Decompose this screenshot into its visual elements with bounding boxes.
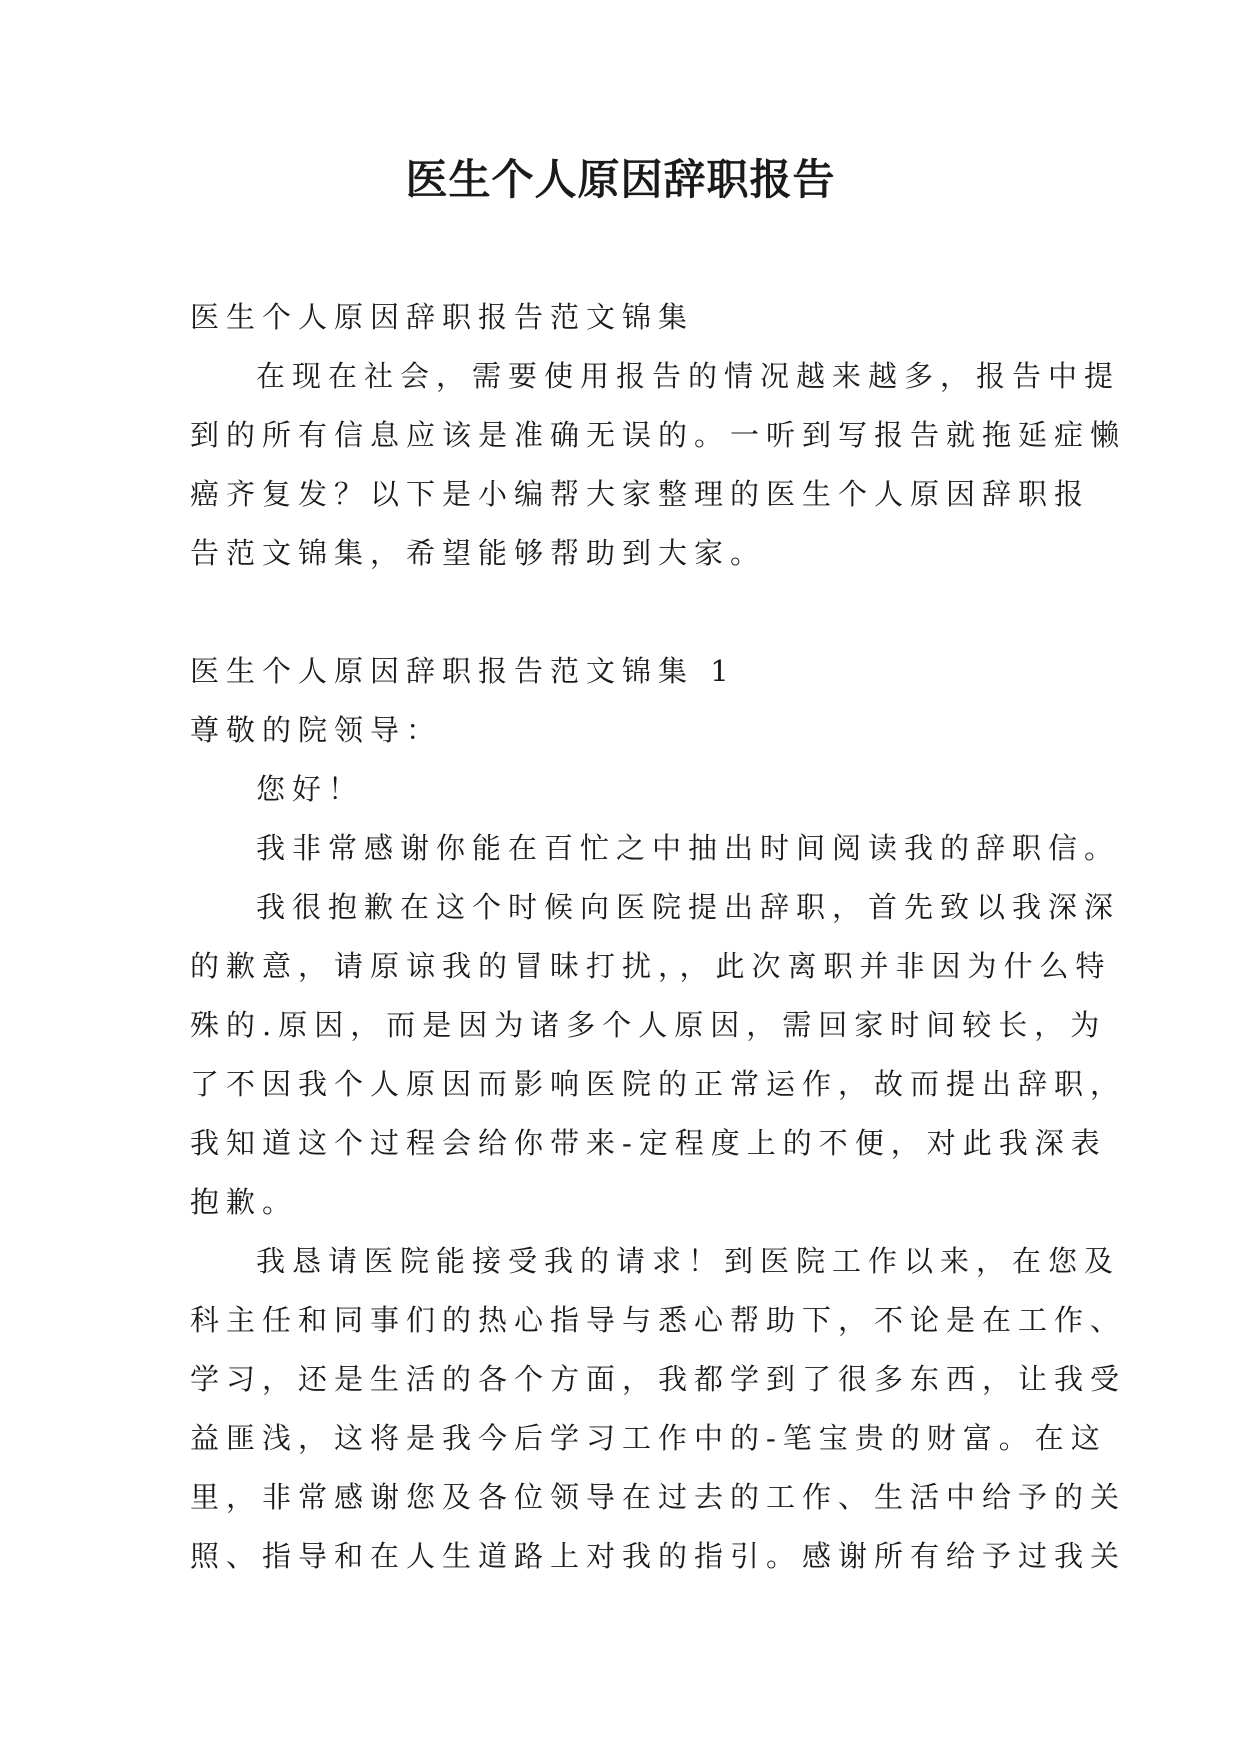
document-title: 医生个人原因辞职报告 bbox=[405, 155, 836, 204]
para3-line: 我恳请医院能接受我的请求！到医院工作以来，在您及 bbox=[256, 1244, 1121, 1278]
thanks-line: 我非常感谢你能在百忙之中抽出时间阅读我的辞职信。 bbox=[256, 831, 1121, 865]
section-heading: 医生个人原因辞职报告范文锦集 1 bbox=[190, 654, 736, 688]
para3-line: 里，非常感谢您及各位领导在过去的工作、生活中给予的关 bbox=[190, 1480, 1127, 1514]
intro-line: 癌齐复发？以下是小编帮大家整理的医生个人原因辞职报 bbox=[190, 477, 1091, 511]
intro-line: 在现在社会，需要使用报告的情况越来越多，报告中提 bbox=[256, 359, 1121, 393]
para2-line: 我很抱歉在这个时候向医院提出辞职，首先致以我深深 bbox=[256, 890, 1121, 924]
intro-line: 告范文锦集，希望能够帮助到大家。 bbox=[190, 536, 767, 570]
para2-line: 殊的.原因，而是因为诸多个人原因，需回家时间较长，为 bbox=[190, 1008, 1107, 1042]
paragraph-gap bbox=[190, 583, 1070, 642]
para3-line: 科主任和同事们的热心指导与悉心帮助下，不论是在工作、 bbox=[190, 1303, 1127, 1337]
para3-line: 学习，还是生活的各个方面，我都学到了很多东西，让我受 bbox=[190, 1362, 1127, 1396]
document-subtitle: 医生个人原因辞职报告范文锦集 bbox=[190, 300, 695, 334]
para2-line: 抱歉。 bbox=[190, 1185, 299, 1219]
para2-line: 我知道这个过程会给你带来-定程度上的不便，对此我深表 bbox=[190, 1126, 1107, 1160]
para2-line: 了不因我个人原因而影响医院的正常运作，故而提出辞职， bbox=[190, 1067, 1127, 1101]
para2-line: 的歉意，请原谅我的冒昧打扰，，此次离职并非因为什么特 bbox=[190, 949, 1112, 983]
para3-line: 益匪浅，这将是我今后学习工作中的-笔宝贵的财富。在这 bbox=[190, 1421, 1107, 1455]
intro-line: 到的所有信息应该是准确无误的。一听到写报告就拖延症懒 bbox=[190, 418, 1127, 452]
salutation: 尊敬的院领导： bbox=[190, 713, 443, 747]
para3-line: 照、指导和在人生道路上对我的指引。感谢所有给予过我关 bbox=[190, 1539, 1127, 1573]
document-body bbox=[190, 288, 1127, 1586]
greeting: 您好！ bbox=[256, 772, 365, 806]
